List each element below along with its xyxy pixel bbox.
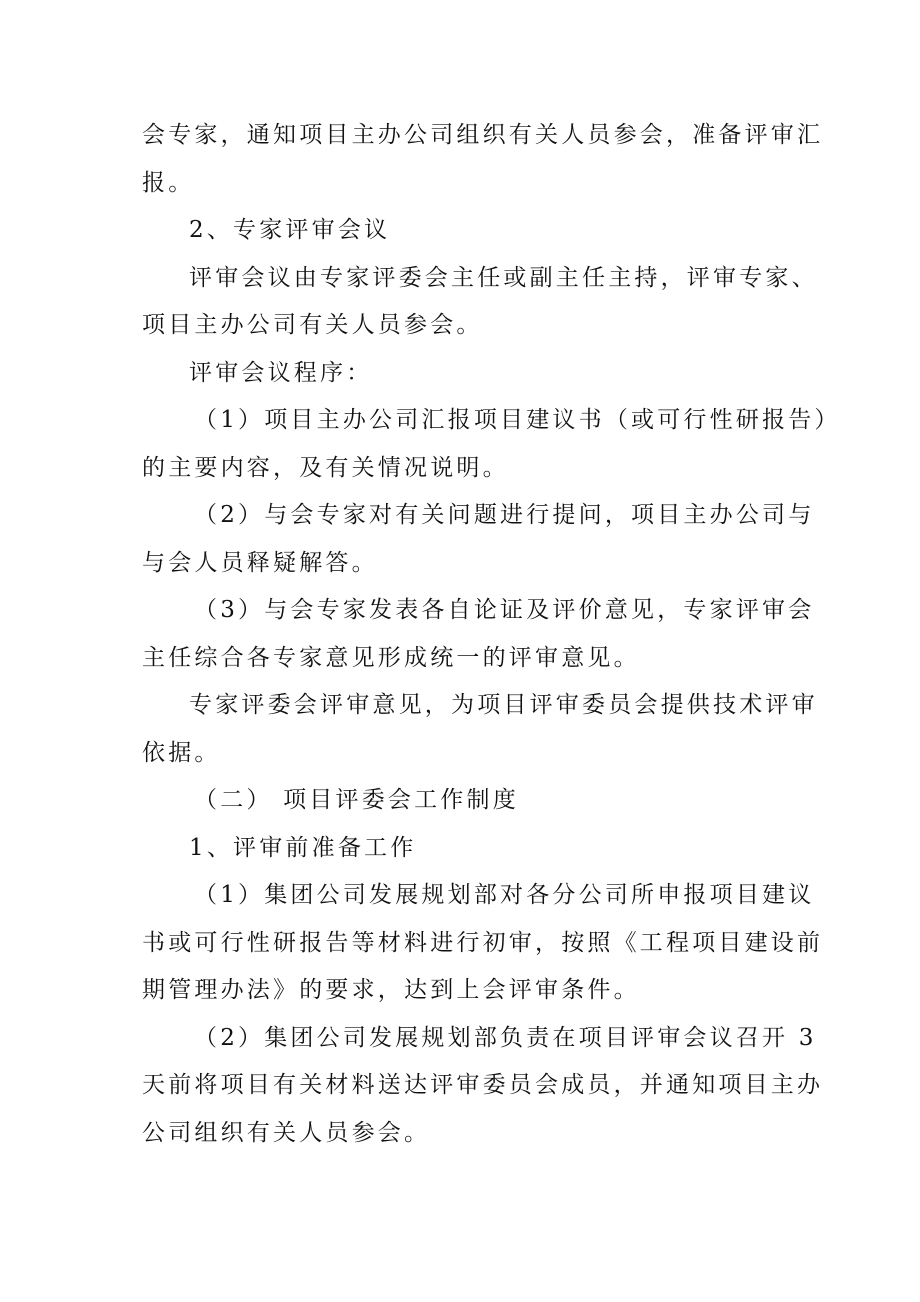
document-body xyxy=(142,112,841,1157)
list-item: （1）集团公司发展规划部对各分公司所申报项目建议 xyxy=(194,882,815,908)
section-heading: 2、专家评审会议 xyxy=(189,217,391,243)
text-line: 天前将项目有关材料送达评审委员会成员，并通知项目主办 xyxy=(142,1072,824,1098)
text-line: 报。 xyxy=(142,169,195,196)
text-line: 专家评委会评审意见，为项目评审委员会提供技术评审 xyxy=(189,692,818,718)
text-line: 公司组织有关人员参会。 xyxy=(142,1119,431,1146)
text-line: 评审会议程序： xyxy=(189,359,373,386)
list-item: （1）项目主办公司汇报项目建议书（或可行性研报告） xyxy=(194,407,841,433)
text-line: 期管理办法》的要求，达到上会评审条件。 xyxy=(142,977,640,1003)
section-heading: （二） 项目评委会工作制度 xyxy=(194,787,519,813)
list-item: （2）集团公司发展规划部负责在项目评审会议召开 3 xyxy=(194,1024,817,1051)
section-heading: 1、评审前准备工作 xyxy=(189,834,417,861)
text-line: 书或可行性研报告等材料进行初审，按照《工程项目建设前 xyxy=(142,929,824,956)
text-line: 评审会议由专家评委会主任或副主任主持，评审专家、 xyxy=(189,264,818,291)
text-line: 会专家，通知项目主办公司组织有关人员参会，准备评审汇 xyxy=(142,122,824,148)
text-line: 依据。 xyxy=(142,739,221,766)
list-item: （2）与会专家对有关问题进行提问，项目主办公司与 xyxy=(194,502,815,528)
text-line: 的主要内容，及有关情况说明。 xyxy=(142,454,509,481)
text-line: 项目主办公司有关人员参会。 xyxy=(142,312,483,338)
text-line: 与会人员释疑解答。 xyxy=(142,549,378,576)
list-item: （3）与会专家发表各自论证及评价意见，专家评审会 xyxy=(194,597,815,623)
text-line: 主任综合各专家意见形成统一的评审意见。 xyxy=(142,644,640,671)
